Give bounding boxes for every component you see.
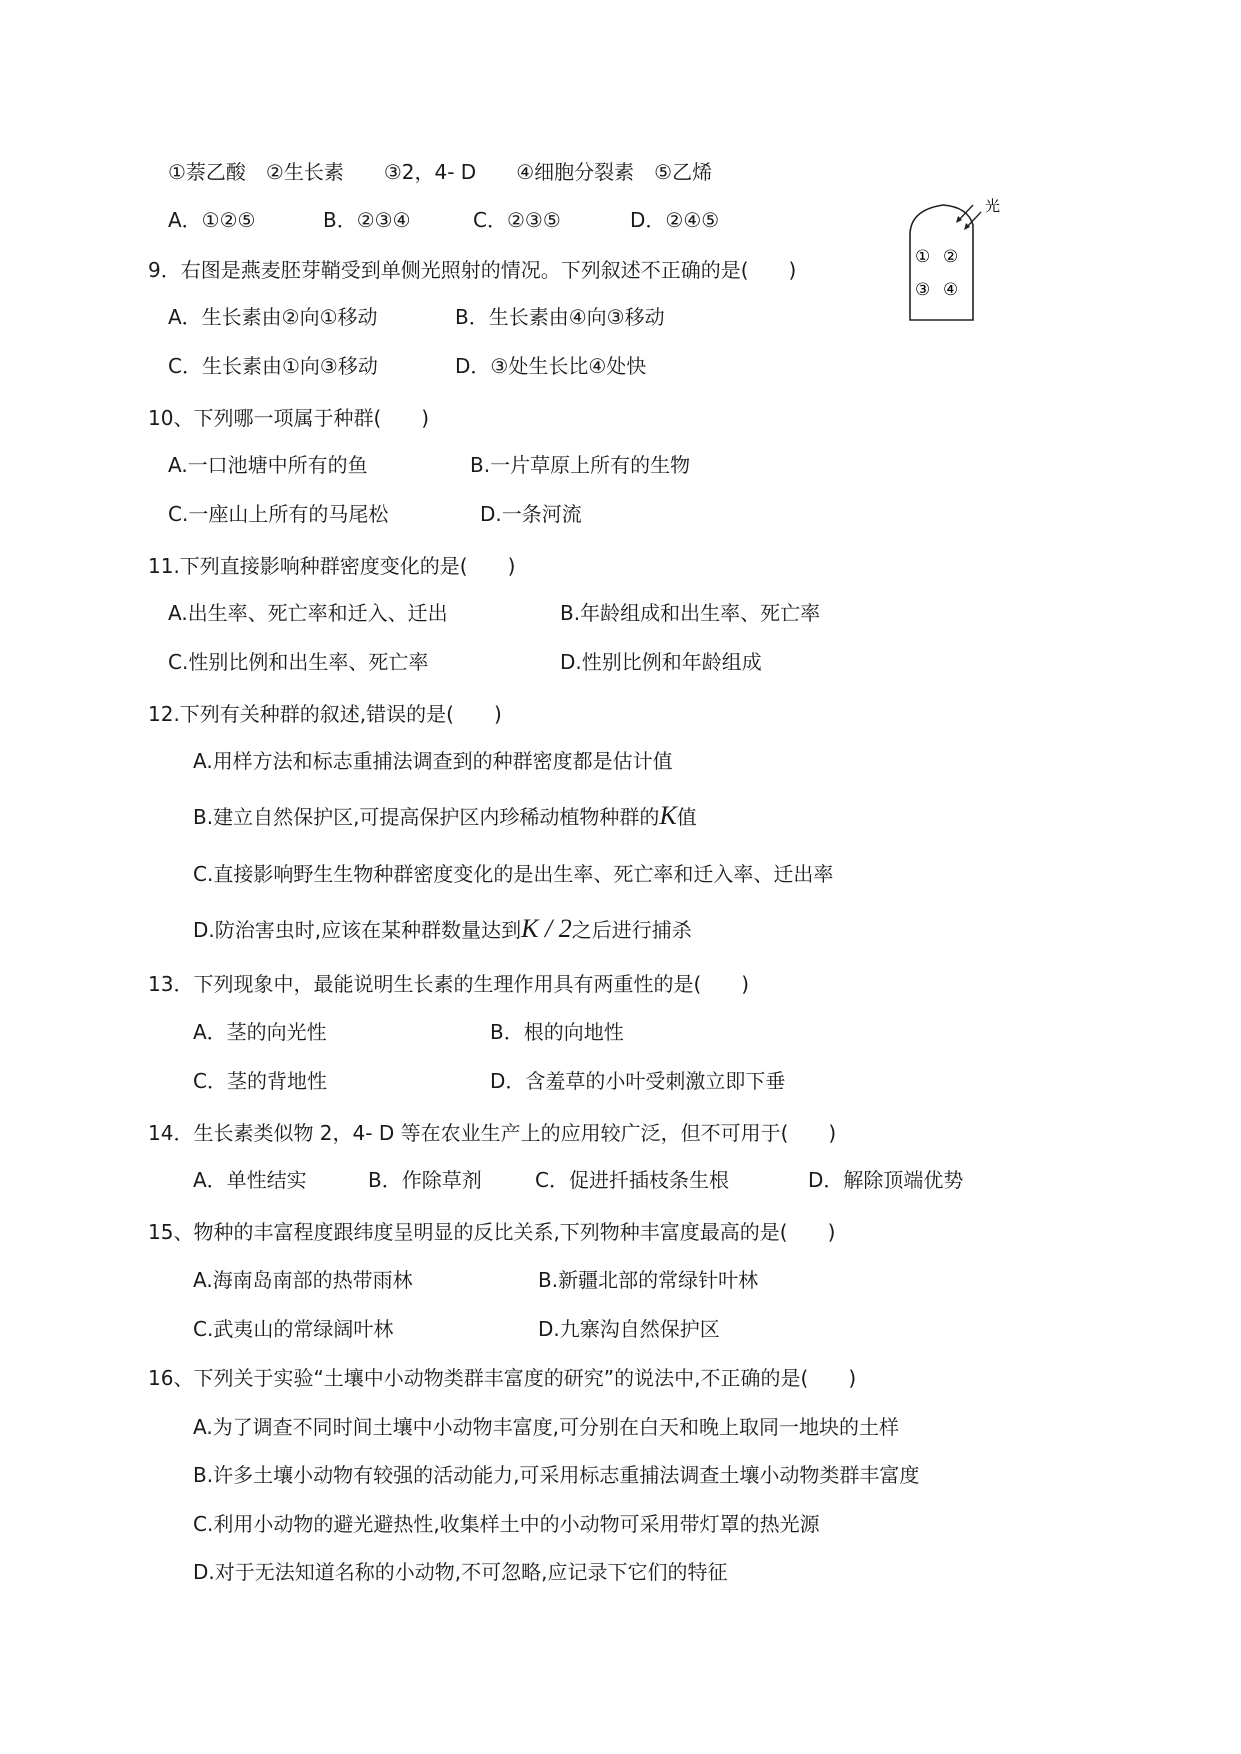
q16-option-d: D.对于无法知道名称的小动物,不可忽略,应记录下它们的特征 bbox=[193, 1560, 728, 1584]
q12-option-b-k: K bbox=[659, 801, 677, 830]
q11-option-d: D.性别比例和年龄组成 bbox=[560, 650, 762, 674]
q14-option-d: D．解除顶端优势 bbox=[808, 1168, 964, 1192]
q8-items: ①萘乙酸 ②生长素 ③2，4- D ④细胞分裂素 ⑤乙烯 bbox=[168, 160, 713, 184]
region-2: ② bbox=[943, 247, 959, 267]
q15-option-b: B.新疆北部的常绿针叶林 bbox=[538, 1268, 759, 1292]
region-4: ④ bbox=[943, 280, 959, 300]
region-3: ③ bbox=[915, 280, 931, 300]
q13-option-d: D．含羞草的小叶受刺激立即下垂 bbox=[490, 1069, 786, 1093]
q11-option-b: B.年龄组成和出生率、死亡率 bbox=[560, 601, 821, 625]
q8-option-a: A．①②⑤ bbox=[168, 208, 256, 232]
q15-option-c: C.武夷山的常绿阔叶林 bbox=[193, 1317, 394, 1341]
q14-option-b: B．作除草剂 bbox=[368, 1168, 482, 1192]
q16-option-c: C.利用小动物的避光避热性,收集样土中的小动物可采用带灯罩的热光源 bbox=[193, 1512, 820, 1536]
q8-option-d: D．②④⑤ bbox=[630, 208, 720, 232]
q12-option-b-suffix: 值 bbox=[676, 805, 697, 829]
q14-option-a: A．单性结实 bbox=[193, 1168, 307, 1192]
q13-option-b: B．根的向地性 bbox=[490, 1020, 624, 1044]
q9-option-d: D．③处生长比④处快 bbox=[455, 354, 647, 378]
q12-option-d bbox=[193, 915, 692, 944]
q16-stem: 16、下列关于实验“土壤中小动物类群丰富度的研究”的说法中,不正确的是( ) bbox=[148, 1366, 857, 1390]
q15-stem: 15、物种的丰富程度跟纬度呈明显的反比关系,下列物种丰富度最高的是( ) bbox=[148, 1220, 836, 1244]
q10-option-d: D.一条河流 bbox=[480, 502, 582, 526]
q12-option-c: C.直接影响野生生物种群密度变化的是出生率、死亡率和迁入率、迁出率 bbox=[193, 862, 834, 886]
q9-option-c: C．生长素由①向③移动 bbox=[168, 354, 378, 378]
q10-stem: 10、下列哪一项属于种群( ) bbox=[148, 406, 430, 430]
coleoptile-figure bbox=[905, 195, 1000, 330]
q15-option-a: A.海南岛南部的热带雨林 bbox=[193, 1268, 413, 1292]
q12-option-d-text: D.防治害虫时,应该在某种群数量达到 bbox=[193, 918, 522, 942]
q9-option-b: B．生长素由④向③移动 bbox=[455, 305, 665, 329]
q15-option-d: D.九寨沟自然保护区 bbox=[538, 1317, 720, 1341]
region-1: ① bbox=[915, 247, 931, 267]
q12-option-d-k: K / 2 bbox=[521, 914, 572, 943]
q12-stem: 12.下列有关种群的叙述,错误的是( ) bbox=[148, 702, 502, 726]
q13-stem: 13．下列现象中，最能说明生长素的生理作用具有两重性的是( ) bbox=[148, 972, 750, 996]
q16-option-b: B.许多土壤小动物有较强的活动能力,可采用标志重捕法调查土壤小动物类群丰富度 bbox=[193, 1463, 920, 1487]
q11-stem: 11.下列直接影响种群密度变化的是( ) bbox=[148, 554, 516, 578]
q13-option-c: C．茎的背地性 bbox=[193, 1069, 327, 1093]
q12-option-a: A.用样方法和标志重捕法调查到的种群密度都是估计值 bbox=[193, 749, 673, 773]
light-label: 光 bbox=[985, 197, 1000, 215]
q13-option-a: A．茎的向光性 bbox=[193, 1020, 327, 1044]
q9-option-a: A．生长素由②向①移动 bbox=[168, 305, 378, 329]
q12-option-d-suffix: 之后进行捕杀 bbox=[571, 918, 692, 942]
q16-option-a: A.为了调查不同时间土壤中小动物丰富度,可分别在白天和晚上取同一地块的土样 bbox=[193, 1415, 900, 1439]
q14-option-c: C．促进扦插枝条生根 bbox=[535, 1168, 729, 1192]
q12-option-b-text: B.建立自然保护区,可提高保护区内珍稀动植物种群的 bbox=[193, 805, 660, 829]
q10-option-a: A.一口池塘中所有的鱼 bbox=[168, 453, 368, 477]
q8-option-c: C．②③⑤ bbox=[473, 208, 561, 232]
q14-stem: 14．生长素类似物 2，4- D 等在农业生产上的应用较广泛，但不可用于( ) bbox=[148, 1121, 837, 1145]
q8-option-b: B．②③④ bbox=[323, 208, 411, 232]
q11-option-a: A.出生率、死亡率和迁入、迁出 bbox=[168, 601, 448, 625]
q10-option-b: B.一片草原上所有的生物 bbox=[470, 453, 691, 477]
q12-option-b bbox=[193, 802, 697, 831]
q10-option-c: C.一座山上所有的马尾松 bbox=[168, 502, 389, 526]
q9-stem: 9．右图是燕麦胚芽鞘受到单侧光照射的情况。下列叙述不正确的是( ) bbox=[148, 258, 797, 282]
q11-option-c: C.性别比例和出生率、死亡率 bbox=[168, 650, 429, 674]
